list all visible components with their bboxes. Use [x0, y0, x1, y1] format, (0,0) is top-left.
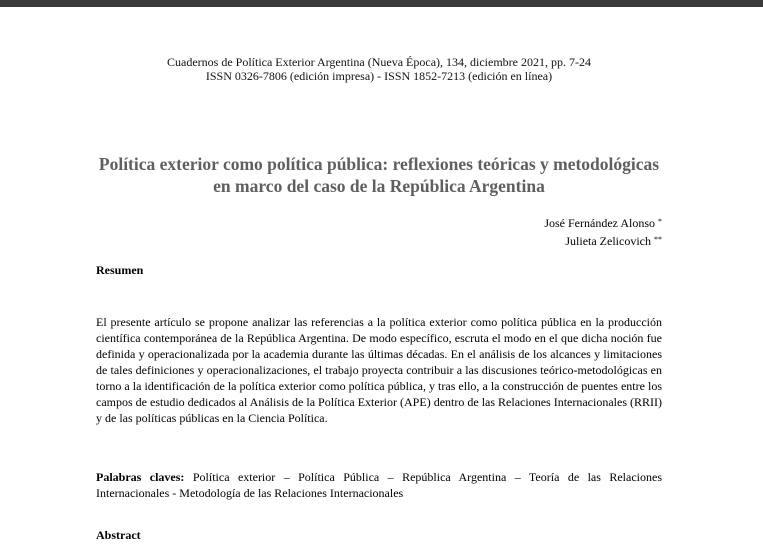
document-page [0, 7, 763, 557]
journal-header [96, 55, 662, 83]
author-footnote-mark[interactable]: * [658, 217, 662, 226]
keywords-label: Palabras claves: [96, 470, 185, 484]
author-item [544, 233, 662, 251]
viewer-top-bar [0, 0, 763, 7]
author-item [544, 215, 662, 233]
resumen-heading: Resumen [96, 263, 144, 277]
keywords-text: Política exterior – Política Pública – República Argentina – Teoría de las Relaciones Internacionales - Metodología de las Relaciones Internacionales [96, 470, 662, 500]
article-title: Política exterior como política pública: reflexiones teóricas y metodológicas en marco del caso de la República Argentina [98, 154, 660, 196]
journal-citation: Cuadernos de Política Exterior Argentina (Nueva Época), 134, diciembre 2021, pp. 7-24 [167, 55, 591, 69]
author-name: José Fernández Alonso [544, 216, 655, 230]
author-list [544, 215, 662, 251]
resumen-text: El presente artículo se propone analizar las referencias a la política exterior como política pública en la producción científica contemporánea de la República Argentina. De modo específico, escruta el modo en el que dicha noción fue definida y operacionalizada por la academia durante las últimas décadas. En el análisis de los alcances y limitaciones de tales definiciones y operacionalizaciones, el trabajo proyecta contribuir a las discusiones teórico-metodológicas en torno a la identificación de la política exterior como política pública, y tras ello, a la construcción de puentes entre los campos de estudio dedicados al Análisis de la Política Exterior (APE) dentro de las Relaciones Internacionales (RRII) y de las políticas públicas en la Ciencia Política. [96, 315, 662, 425]
journal-issn: ISSN 0326-7806 (edición impresa) - ISSN 1852-7213 (edición en línea) [205, 69, 553, 83]
author-name: Julieta Zelicovich [565, 234, 651, 248]
keywords-paragraph [96, 469, 662, 501]
abstract-heading: Abstract [96, 528, 141, 542]
author-footnote-mark[interactable]: ** [654, 235, 662, 244]
